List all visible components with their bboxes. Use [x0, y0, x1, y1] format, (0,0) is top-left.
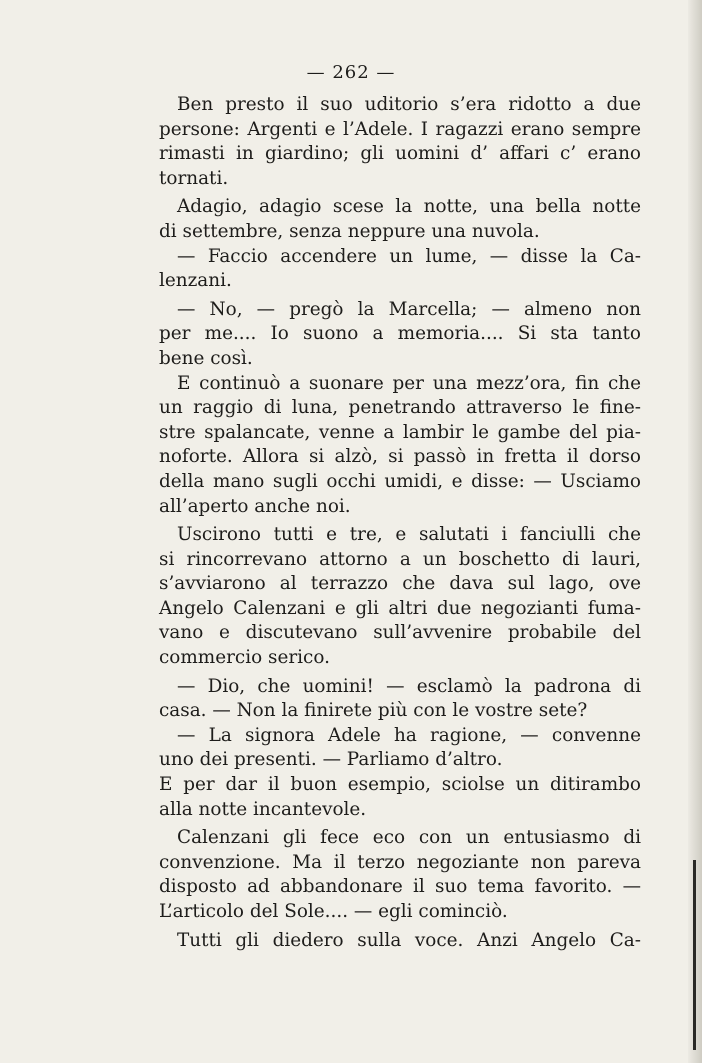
page-edge	[693, 860, 696, 1050]
paragraph	[159, 826, 641, 924]
text-line: L’articolo del Sole.... — egli cominciò.	[159, 901, 508, 922]
text-line: di settembre, senza neppure una nuvola.	[159, 220, 540, 242]
text-line: s’avviarono al terrazzo che dava sul lago, ove	[159, 573, 641, 595]
paragraph	[159, 675, 641, 724]
text-line: lenzani.	[159, 270, 232, 292]
text-line: — Faccio accendere un lume, — disse la Ca-	[177, 245, 641, 267]
text-line: Ben presto il suo uditorio s’era ridotto a due	[177, 94, 641, 115]
text-line: Adagio, adagio scese la notte, una bella notte	[177, 196, 641, 218]
text-line: un raggio di luna, penetrando attraverso le fine-	[159, 397, 641, 419]
text-line: E continuò a suonare per una mezz’ora, fin che	[177, 372, 641, 394]
text-line: — Dio, che uomini! — esclamò la padrona di	[177, 675, 641, 697]
text-line: persone: Argenti e l’Adele. I ragazzi erano sempre	[159, 118, 641, 140]
paragraph	[159, 93, 641, 191]
text-line: bene così.	[159, 347, 253, 369]
text-line: si rincorrevano attorno a un boschetto di lauri,	[159, 548, 641, 570]
text-line: — La signora Adele ha ragione, — convenne	[177, 724, 641, 746]
text-line: uno dei presenti. — Parliamo d’altro.	[159, 749, 503, 771]
text-line: Tutti gli diedero sulla voce. Anzi Angelo Ca-	[177, 929, 641, 951]
paragraph	[159, 929, 641, 954]
text-line: Uscirono tutti e tre, e salutati i fanciulli che	[177, 524, 641, 546]
paragraph	[159, 773, 641, 822]
paragraph	[159, 372, 641, 520]
body-text	[159, 93, 641, 953]
text-line: vano e discutevano sull’avvenire probabile del	[159, 622, 641, 644]
paragraph	[159, 523, 641, 671]
text-line: all’aperto anche noi.	[159, 495, 351, 517]
paragraph	[159, 195, 641, 244]
text-line: Angelo Calenzani e gli altri due negozianti fuma-	[159, 597, 641, 619]
text-line: tornati.	[159, 167, 229, 189]
text-line: E per dar il buon esempio, sciolse un ditirambo	[159, 774, 641, 796]
paragraph	[159, 298, 641, 372]
text-line: casa. — Non la finirete più con le vostre sete?	[159, 700, 588, 722]
text-line: — No, — pregò la Marcella; — almeno non	[177, 298, 641, 320]
paragraph	[159, 724, 641, 773]
text-line: alla notte incantevole.	[159, 798, 367, 820]
text-line: rimasti in giardino; gli uomini d’ affari c’ erano	[159, 143, 641, 165]
text-line: stre spalancate, venne a lambir le gambe del pia-	[159, 421, 641, 443]
text-line: Calenzani gli fece eco con un entusiasmo di	[177, 827, 641, 849]
text-line: noforte. Allora si alzò, si passò in fretta il dorso	[159, 446, 641, 468]
text-line: della mano sugli occhi umidi, e disse: — Usciamo	[159, 470, 641, 492]
text-line: disposto ad abbandonare il suo tema favorito. —	[159, 876, 641, 898]
text-line: commercio serico.	[159, 647, 330, 669]
page-number: — 262 —	[306, 62, 396, 83]
paragraph	[159, 245, 641, 294]
text-line: convenzione. Ma il terzo negoziante non pareva	[159, 851, 641, 873]
text-line: per me.... Io suono a memoria.... Si sta tanto	[159, 323, 641, 345]
